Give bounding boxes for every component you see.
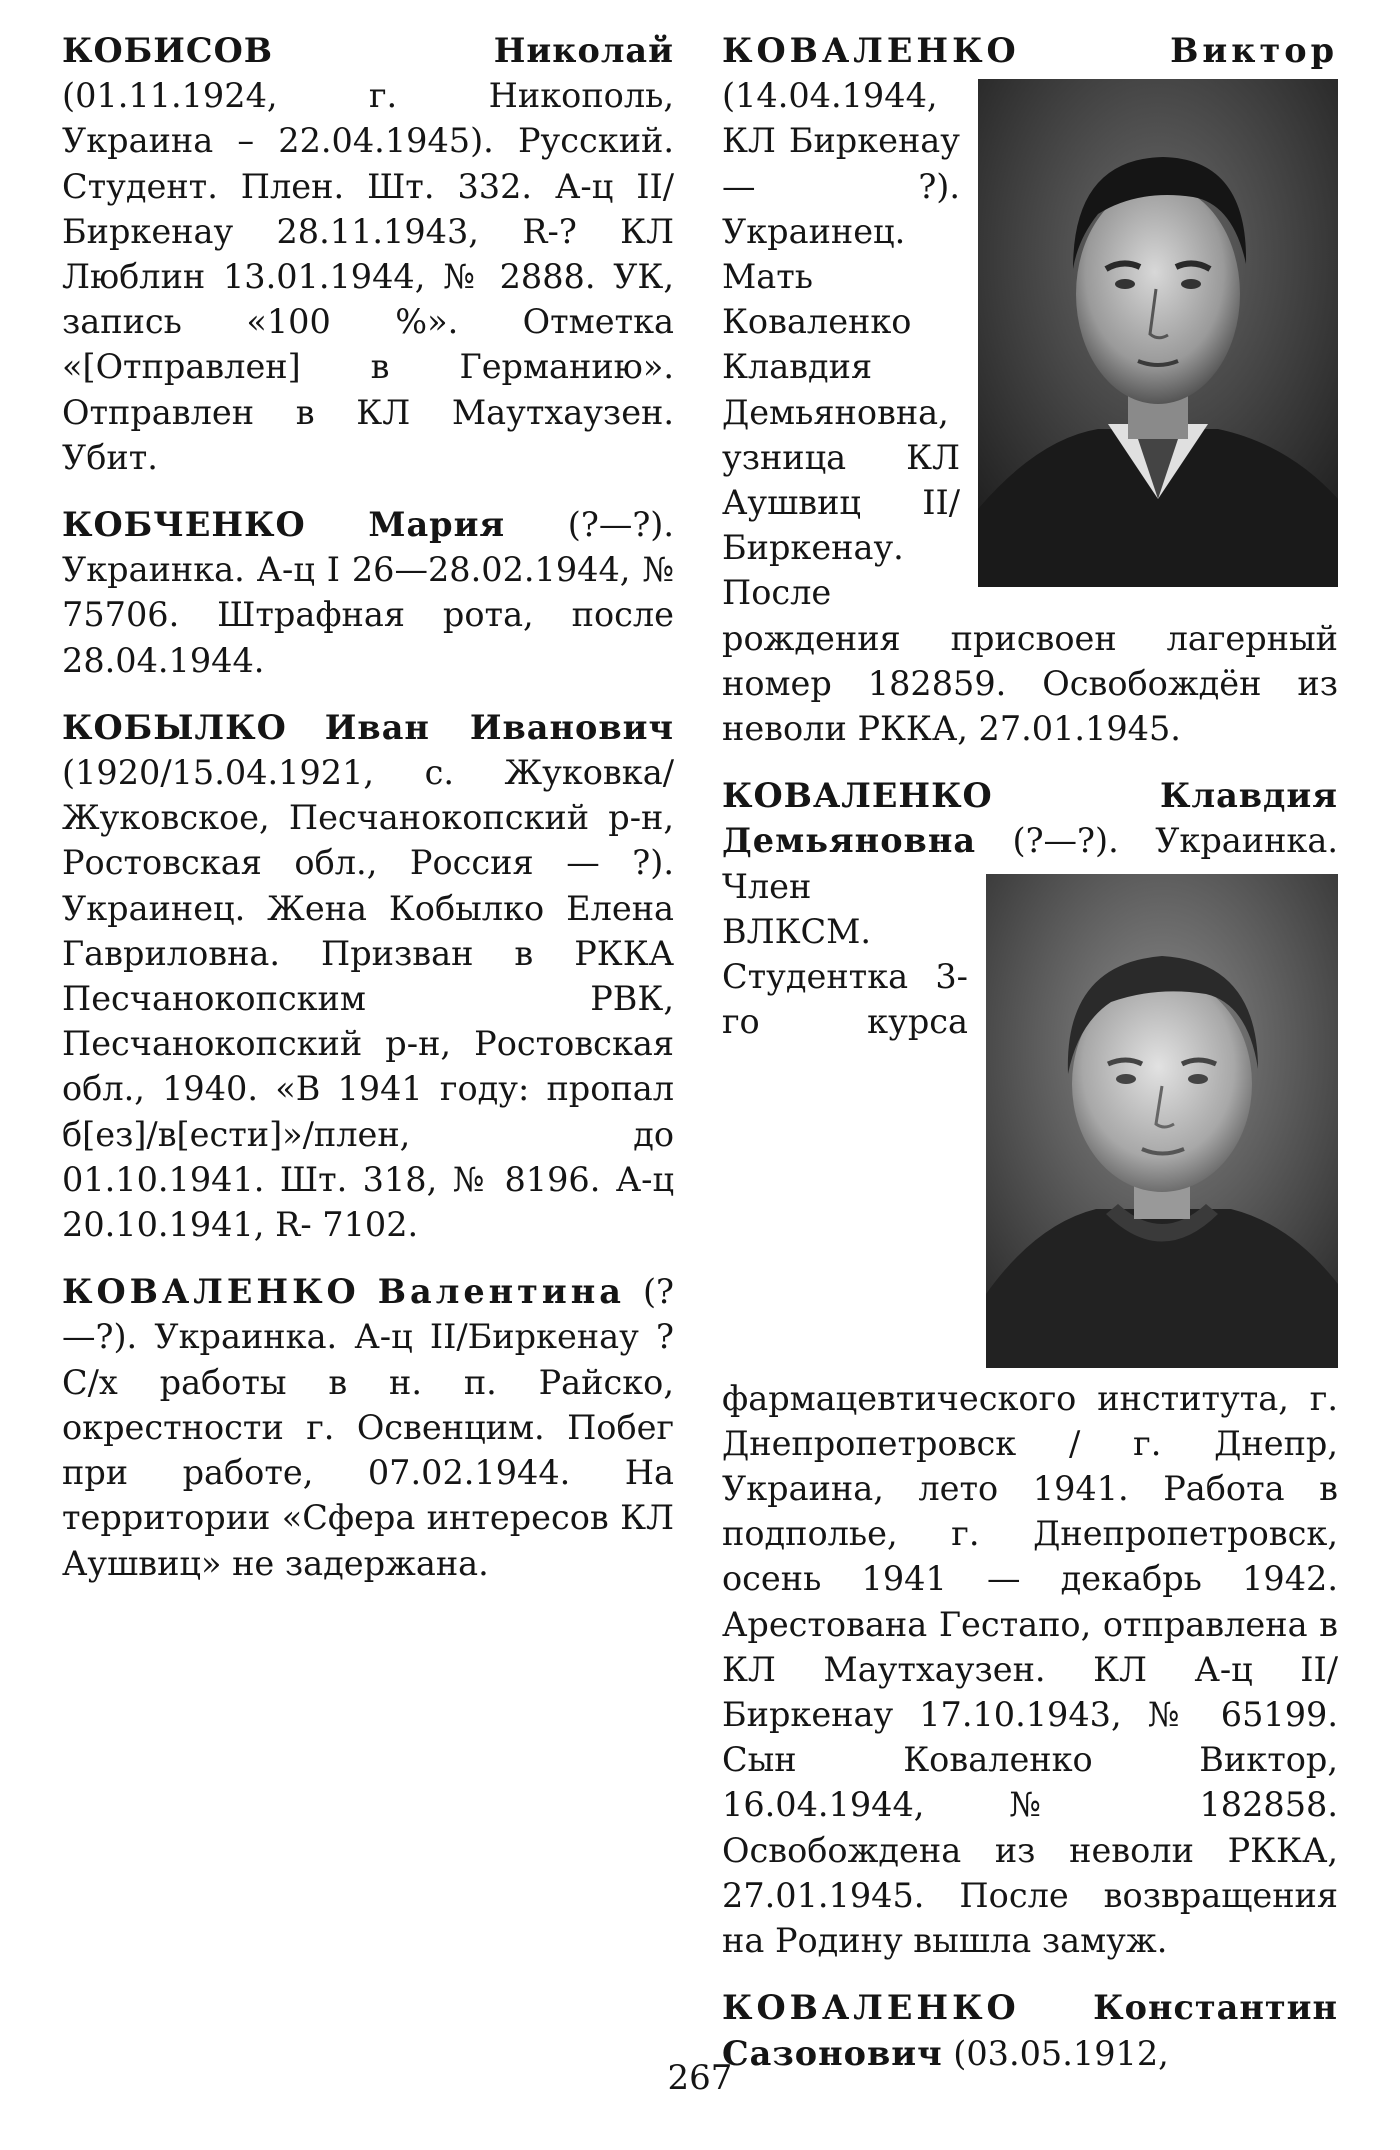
entry-given-name: Валентина [377,1272,625,1312]
entry-kobchenko [62,502,674,683]
entry-text: (01.11.1924, г. Никополь, Украина – 22.04.1945). Русский. Студент. Плен. Шт. 332. А-ц II/Биркенау 28.11.1943, R-? КЛ Люблин 13.01.1944, № 2888. УК, запись «100 %». Отметка «[Отправлен] в Германию». Отправлен в КЛ Маутхаузен. Убит. [62,76,674,477]
entry-kovalenko-klavdiya [722,773,1338,1963]
entry-given-name: Мария [368,505,506,545]
entry-kovalenko-viktor [722,28,1338,751]
entry-text: (14.04.1944, КЛ Биркенау — ?). Украинец. Мать Коваленко Клавдия Демьяновна, узница КЛ Аушвиц II/Биркенау. После рождения присвоен лагерный номер 182859. Освобождён из неволи РККА, 27.01.1945. [722,76,1338,749]
entry-text: (?—?). Украинка. А-ц I 26—28.02.1944, № 75706. Штрафная рота, после 28.04.1944. [62,505,675,680]
entry-given-name: Виктор [1170,31,1338,70]
entry-surname: КОБЧЕНКО [62,505,306,545]
entry-text: (?—?). Украинка. Член ВЛКСМ. Студентка 3-го курса фармацевтического института, г. Днепропетровск / г. Днепр, Украина, лето 1941. Работа в подполье, г. Днепропетровск, осень 1941 — декабрь 1942. Арестована Гестапо, отправлена в КЛ Маутхаузен. КЛ А-ц II/Биркенау 17.10.1943, № 65199. Сын Коваленко Виктор, 16.04.1944, № 182858. Освобождена из неволи РККА, 27.01.1945. После возвращения на Родину вышла замуж. [722,821,1338,1961]
right-column [722,28,1338,2098]
entry-surname: КОБИСОВ [62,31,274,70]
left-column [62,28,674,1608]
entry-kobylko [62,705,674,1247]
entry-text: (1920/15.04.1921, с. Жуковка/Жуковское, Песчанокопский р-н, Ростовская обл., Россия — ?). Украинец. Жена Кобылко Елена Гавриловна. Призван в РККА Песчанокопским РВК, Песчанокопский р-н, Ростовская обл., 1940. «В 1941 году: пропал б[ез]/в[ести]»/плен, до 01.10.1941. Шт. 318, № 8196. А-ц 20.10.1941, R- 7102. [62,753,674,1245]
entry-surname: КОВАЛЕНКО [62,1272,360,1312]
portrait-man-image [978,79,1338,587]
entry-text: (03.05.1912, [942,2033,1169,2073]
entry-kovalenko-valentina [62,1269,674,1585]
entry-given-name: Константин Сазонович [722,1988,1338,2073]
portrait-man-photo [978,79,1338,587]
entry-surname: КОБЫЛКО [62,707,287,747]
portrait-woman-photo [986,874,1338,1368]
entry-given-name: Иван Иванович [324,707,674,747]
page-number: 267 [667,2058,733,2098]
portrait-woman-image [986,874,1338,1368]
entry-surname: КОВАЛЕНКО [722,776,993,816]
entry-surname: КОВАЛЕНКО [722,1988,1020,2028]
entry-kobisov [62,28,674,480]
entry-given-name: Клавдия Демьяновна [722,776,1338,861]
entry-surname: КОВАЛЕНКО [722,31,1020,70]
entry-given-name: Николай [493,31,674,70]
entry-text: (?—?). Украинка. А-ц II/Биркенау ? С/х работы в н. п. Райско, окрестности г. Освенцим. Побег при работе, 07.02.1944. На территории «Сфера интересов КЛ Аушвиц» не задержана. [62,1272,674,1583]
